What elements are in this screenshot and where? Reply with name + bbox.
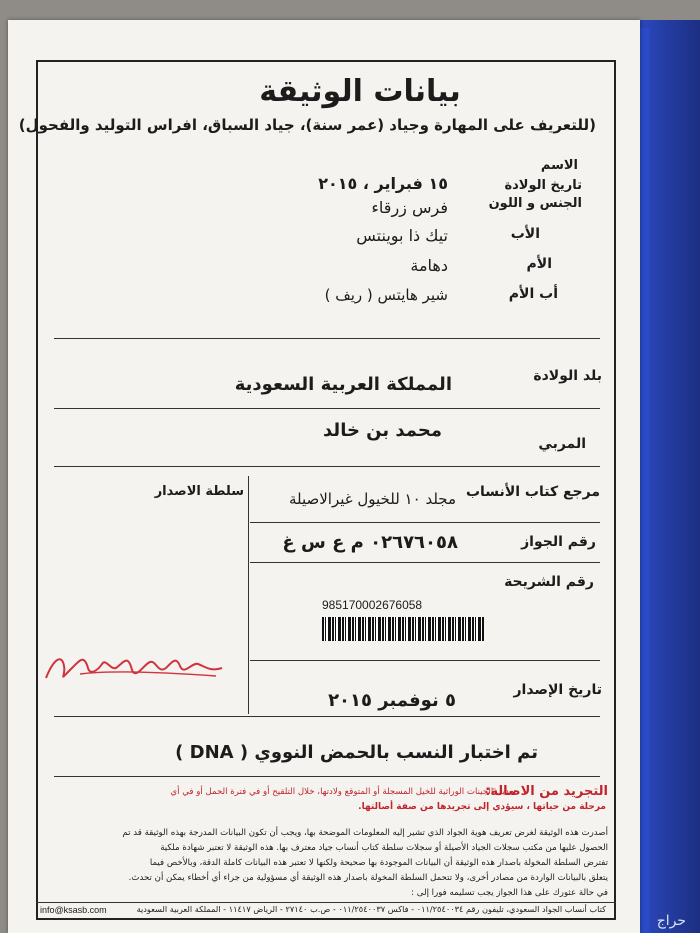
label-issue-date: تاريخ الإصدار xyxy=(513,682,602,698)
value-chip-no: 985170002676058 xyxy=(322,598,423,612)
divider-1 xyxy=(54,338,600,339)
document-title: بيانات الوثيقة xyxy=(259,74,461,109)
divider-6 xyxy=(250,660,600,661)
label-passport-no: رقم الجواز xyxy=(521,534,596,550)
value-passport-no: ٠٢٦٧٦٠٥٨ م ع س غ xyxy=(282,532,458,553)
chip-barcode xyxy=(322,617,484,641)
footer-line-1: أصدرت هذه الوثيقة لغرض تعريف هوية الجواد الذي تشير إليه المعلومات الموضحة بها، ويجب أن تكون البيانات المدرجة بهذه الوثيقة قد تم xyxy=(122,828,608,838)
divider-7 xyxy=(54,716,600,717)
label-name: الاسم xyxy=(540,158,578,173)
warning-line-2: مرحلة من حياتها ، سيؤدي إلى تجريدها من صفة أصالتها. xyxy=(358,802,606,812)
footer-line-3: تفترض السلطة المخولة باصدار هذه الوثيقة أن البيانات الموجودة بها صحيحة ولكنها لا تعتبر هذه البيانات كاملة الدقة، وبالأخص فيما xyxy=(149,858,608,868)
value-issue-date: ٥ نوفمبر ٢٠١٥ xyxy=(328,690,456,711)
divider-9 xyxy=(36,902,616,903)
divider-4 xyxy=(250,522,600,523)
label-dam-sire: أب الأم xyxy=(508,286,558,302)
label-stud-book: مرجع كتاب الأنساب xyxy=(465,484,600,500)
label-sex-color: الجنس و اللون xyxy=(488,196,582,211)
label-dam: الأم xyxy=(526,256,552,272)
value-breeder: محمد بن خالد xyxy=(323,420,442,441)
signature xyxy=(40,640,230,690)
value-dam-sire: شير هايتس ( ريف ) xyxy=(324,286,448,304)
warning-heading: التجريد من الاصالة: xyxy=(485,784,608,799)
label-sire: الأب xyxy=(510,226,540,242)
document-subtitle: (للتعريف على المهارة وجياد (عمر سنة)، جياد السباق، افراس التوليد والفحول) xyxy=(18,116,596,134)
label-breeder: المربي xyxy=(538,436,586,452)
footer-line-4: يتعلق بالبيانات الواردة من مصادر أخرى، ولا تتحمل السلطة المخولة باصدار هذه الوثيقة أي مسؤولية من جراء أي أخطاء يمكن أن تحدث. xyxy=(128,873,608,883)
contact-line: كتاب أنساب الجواد السعودي، تليفون رقم ٠١١/٢٥٤٠٠٣٤ - فاكس ٠١١/٢٥٤٠٠٣٧ - ص.ب ٢٧١٤٠ - الرياض ١١٤١٧ - المملكة العربية السعودية xyxy=(136,904,606,914)
value-birth-country: المملكة العربية السعودية xyxy=(234,374,452,395)
label-issuing-authority: سلطة الاصدار xyxy=(154,484,244,499)
email-address: info@ksasb.com xyxy=(40,905,107,915)
divider-8 xyxy=(54,776,600,777)
authority-divider xyxy=(248,476,249,714)
value-stud-book: مجلد ١٠ للخيول غيرالاصيلة xyxy=(288,490,456,508)
label-birth-date: تاريخ الولادة xyxy=(504,178,582,193)
footer-line-5: في حالة عثورك على هذا الجواز يجب تسليمه فورا إلى : xyxy=(411,888,608,898)
divider-3 xyxy=(54,466,600,467)
value-sire: تيك ذا بوينتس xyxy=(356,226,448,245)
footer-line-2: الحصول عليها من مكتب سجلات الجياد الأصيلة أو سجلات سلطة كتاب أنساب جياد معترف بها. هذه الوثيقة لا تعتبر شهادة ملكية xyxy=(160,843,608,853)
warning-line-1: تعديل الجينات الوراثية للخيل المسجلة أو المتوقع ولادتها، خلال التلقيح أو في فترة الحمل أو في أي xyxy=(170,787,516,797)
label-chip-no: رقم الشريحة xyxy=(504,574,594,590)
dna-note: تم اختبار النسب بالحمض النووي ( DNA ) xyxy=(175,742,538,763)
divider-2 xyxy=(54,408,600,409)
value-birth-date: ١٥ فبراير ، ٢٠١٥ xyxy=(318,174,448,193)
value-sex-color: فرس زرقاء xyxy=(371,198,448,217)
label-birth-country: بلد الولادة xyxy=(533,368,602,384)
watermark: حراج xyxy=(656,913,686,929)
value-dam: دهامة xyxy=(410,256,448,275)
divider-5 xyxy=(250,562,600,563)
